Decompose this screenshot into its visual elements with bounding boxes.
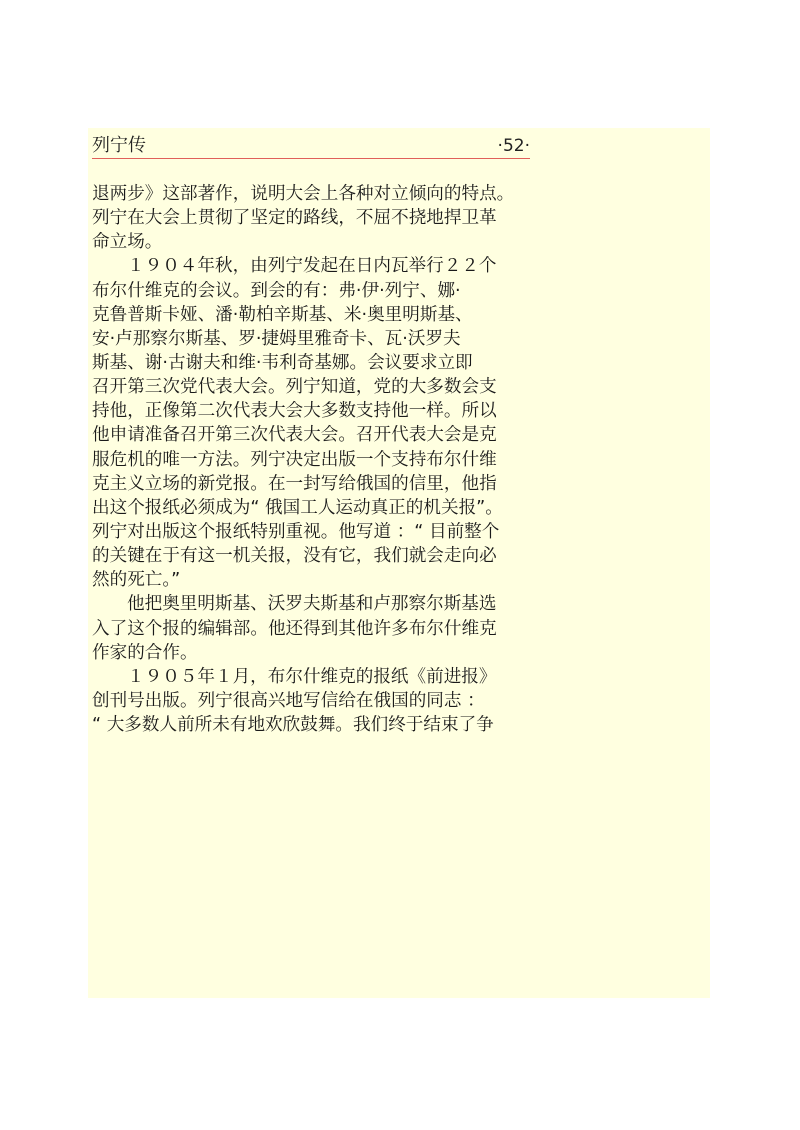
text-line: “ 大多数人前所未有地欢欣鼓舞。我们终于结束了争 <box>92 715 494 736</box>
paragraph-start-line: 他把奥里明斯基、沃罗夫斯基和卢那察尔斯基选 <box>127 594 497 615</box>
text-line: 入了这个报的编辑部。他还得到其他许多布尔什维克 <box>92 618 497 639</box>
paragraph-start-line: １９０５年１月，布尔什维克的报纸《前进报》 <box>127 666 497 687</box>
page-number: ·52· <box>497 136 530 156</box>
header-rule <box>92 158 530 159</box>
text-line: 列宁在大会上贯彻了坚定的路线，不屈不挠地捍卫革 <box>92 208 497 229</box>
page-header <box>92 134 530 158</box>
text-line: 安·卢那察尔斯基、罗·捷姆里雅奇卡、瓦·沃罗夫 <box>92 328 461 349</box>
text-line: 命立场。 <box>92 232 163 253</box>
text-line: 列宁对出版这个报纸特别重视。他写道 ：“ 目前整个 <box>92 521 500 542</box>
text-line: 然的死亡。” <box>92 570 181 591</box>
text-line: 退两步》这部著作，说明大会上各种对立倾向的特点。 <box>92 184 515 204</box>
text-line: 出这个报纸必须成为“ 俄国工人运动真正的机关报”。 <box>92 497 503 518</box>
body-text <box>92 182 532 737</box>
text-line: 的关键在于有这一机关报，没有它，我们就会走向必 <box>92 546 497 567</box>
text-line: 克鲁普斯卡娅、潘·勒柏辛斯基、米·奥里明斯基、 <box>92 304 473 325</box>
text-line: 斯基、谢·古谢夫和维·韦利奇基娜。会议要求立即 <box>92 352 473 373</box>
text-line: 持他，正像第二次代表大会大多数支持他一样。所以 <box>92 401 497 422</box>
running-title: 列宁传 <box>92 135 146 156</box>
text-line: 服危机的唯一方法。列宁决定出版一个支持布尔什维 <box>92 449 497 470</box>
text-line: 他申请准备召开第三次代表大会。召开代表大会是克 <box>92 425 497 446</box>
text-line: 召开第三次党代表大会。列宁知道，党的大多数会支 <box>92 377 497 398</box>
text-line: 作家的合作。 <box>92 642 198 663</box>
text-line: 克主义立场的新党报。在一封写给俄国的信里，他指 <box>92 473 497 494</box>
paragraph-start-line: １９０４年秋，由列宁发起在日内瓦举行２２个 <box>127 256 497 277</box>
text-line: 创刊号出版。列宁很高兴地写信给在俄国的同志 ： <box>92 690 485 711</box>
text-line: 布尔什维克的会议。到会的有：弗·伊·列宁、娜· <box>92 280 461 301</box>
